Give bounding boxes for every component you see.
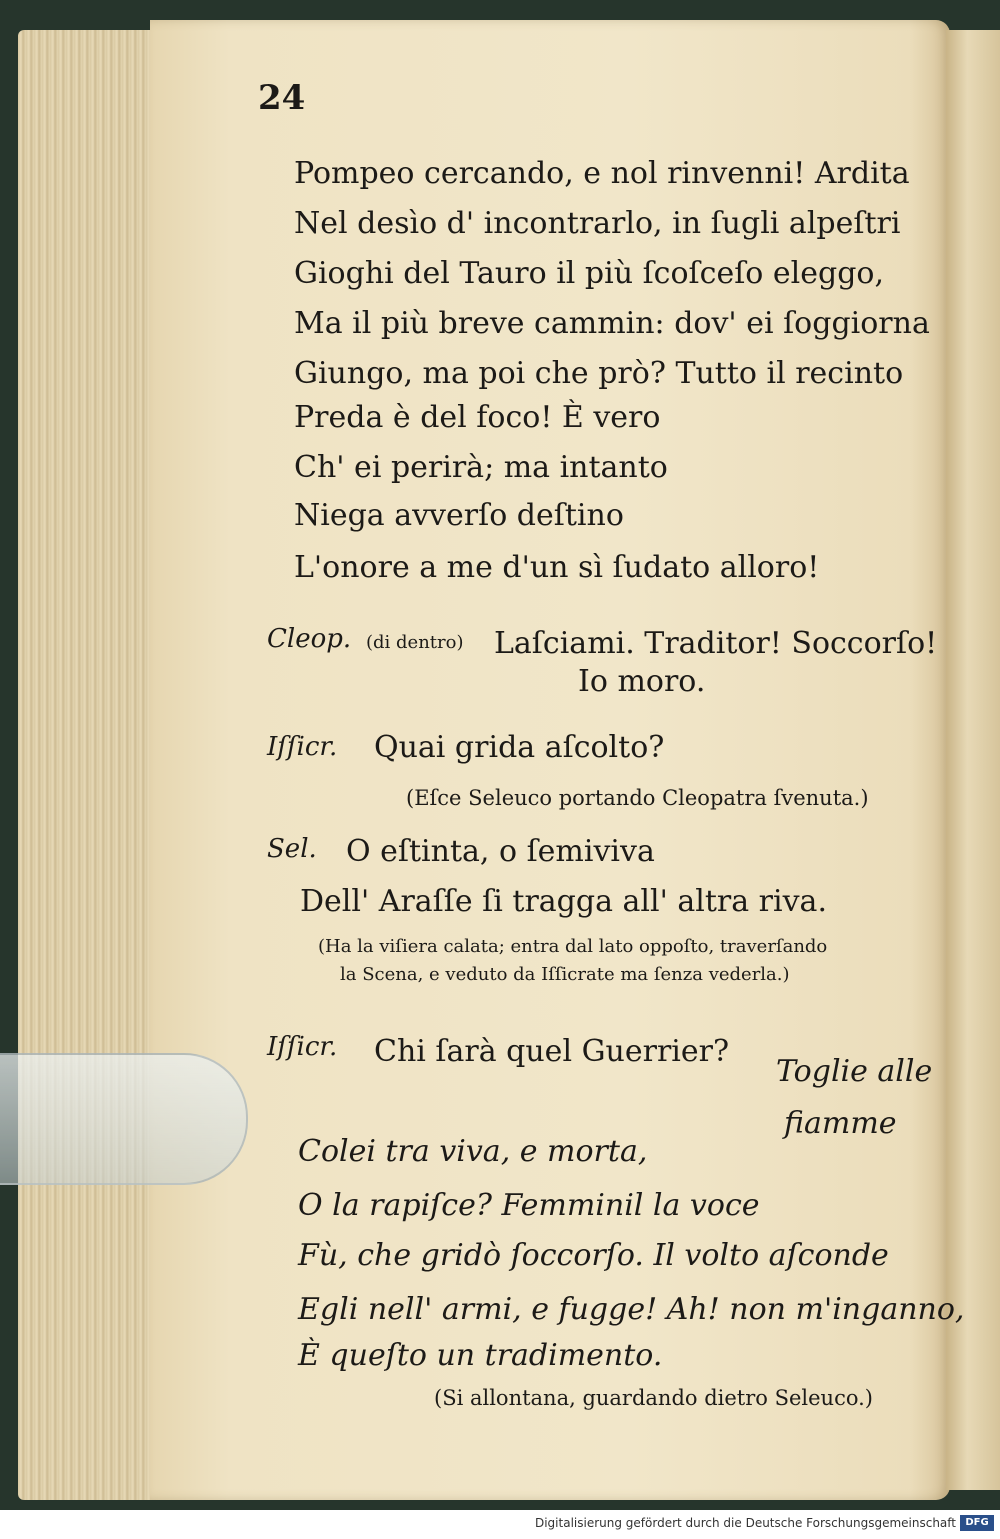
stage-direction: (Eſce Seleuco portando Cleopatra ſvenuta.) [406,786,869,810]
speaker-issicr: Iſſicr. [267,1032,338,1062]
speech-line-italic: O la rapiſce? Femminil la voce [298,1188,760,1223]
speech-line-italic: È queſto un tradimento. [298,1338,663,1373]
speech-line: Quai grida aſcolto? [374,730,665,765]
stage-direction: (Si allontana, guardando dietro Seleuco.) [434,1386,873,1410]
speech-line: Dell' Araſſe ſi tragga all' altra riva. [300,884,827,919]
speech-line-italic: Fù, che gridò ſoccorſo. Il volto aſconde [298,1238,889,1273]
verse-line: Pompeo cercando, e nol rinvenni! Ardita [294,156,910,191]
speech-line-italic: fiamme [784,1106,897,1141]
stage-direction: (Ha la viſiera calata; entra dal lato oppoſto, traverſando [318,936,828,957]
verse-line: L'onore a me d'un sì ſudato alloro! [294,550,820,585]
glass-page-holder [0,1053,248,1185]
digitization-credit: Digitalisierung gefördert durch die Deutsche Forschungsgemeinschaft [534,1516,956,1530]
next-leaf-edge [946,30,1000,1490]
speaker-issicr: Iſſicr. [267,732,338,762]
speech-line-italic: Colei tra viva, e morta, [298,1134,648,1169]
speaker-cleop: Cleop. [267,624,352,654]
speech-line: Laſciami. Traditor! Soccorſo! [494,626,938,661]
page-number: 24 [258,78,306,118]
dfg-logo: DFG [960,1515,994,1531]
speaker-sel: Sel. [267,834,317,864]
verse-line: Nel desìo d' incontrarlo, in ſugli alpeſtri [294,206,901,241]
speech-line: Chi ſarà quel Guerrier? [374,1034,730,1069]
verse-line: Ch' ei perirà; ma intanto [294,450,668,485]
speech-line: O eſtinta, o ſemiviva [346,834,655,869]
speech-line: Io moro. [578,664,706,699]
verse-line: Ma il più breve cammin: dov' ei ſoggiorna [294,306,930,341]
verse-line: Giungo, ma poi che prò? Tutto il recinto [294,356,904,391]
verse-line: Niega avverſo deſtino [294,498,624,533]
stage-aside: (di dentro) [366,632,464,653]
speech-line-italic: Egli nell' armi, e fugge! Ah! non m'inganno, [298,1292,965,1327]
verse-line: Gioghi del Tauro il più ſcoſceſo eleggo, [294,256,885,291]
page-edges [18,30,168,1500]
speech-line-italic: Toglie alle [776,1054,933,1089]
stage-direction: la Scena, e veduto da Iſſicrate ma ſenza vederla.) [340,964,790,985]
verse-line: Preda è del foco! È vero [294,400,661,435]
